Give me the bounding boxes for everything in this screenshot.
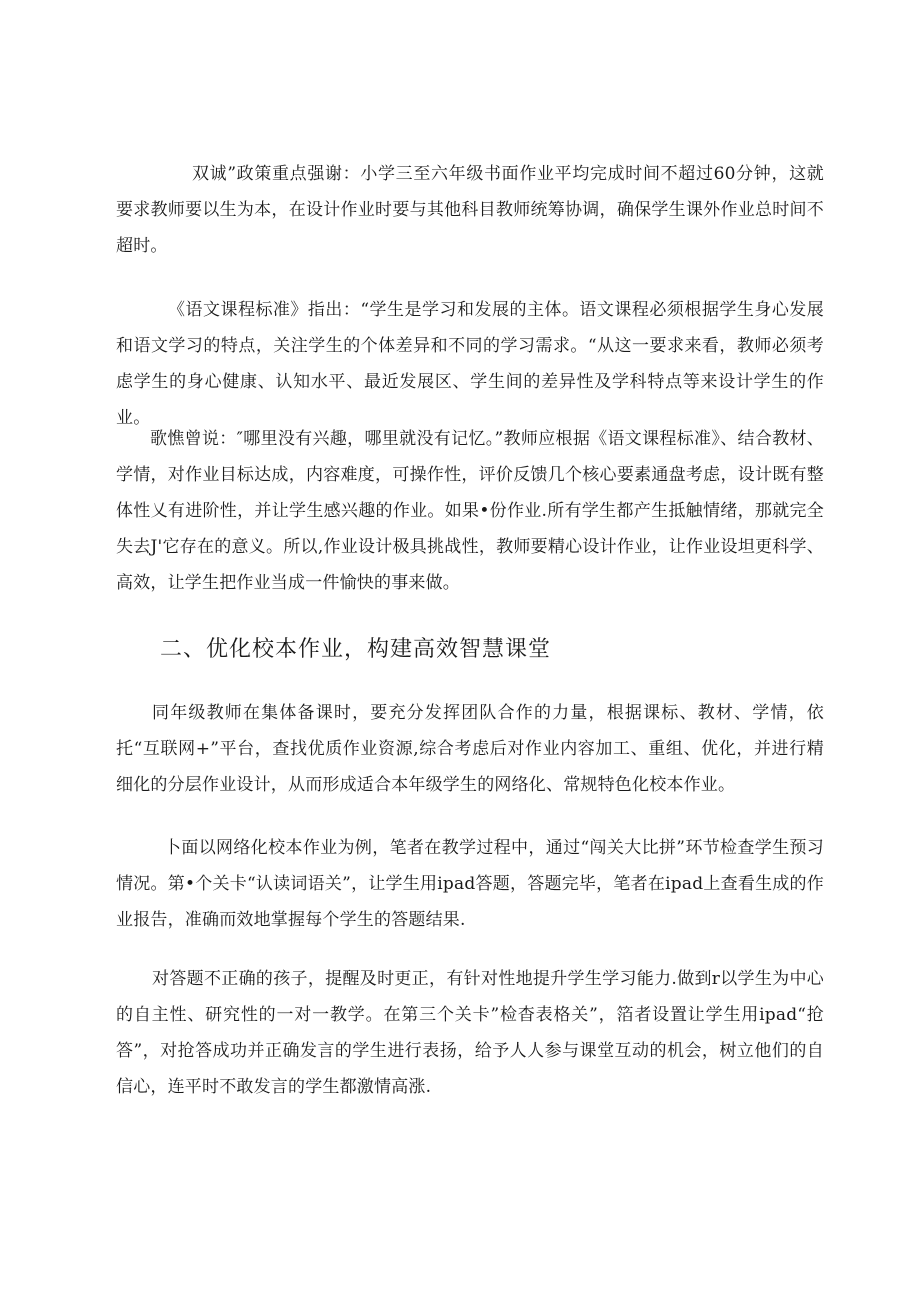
paragraph-curriculum-standard: 《语文课程标准》指出：“学生是学习和发展的主体。语文课程必须根据学生身心发展和语文学习的特点，关注学生的个体差异和不同的学习需求。“从这一要求来看，教师必须考虑学生的身心健康、认知水平、最近发展区、学生间的差异性及学科特点等来设计学生的作业。 [116,300,824,428]
paragraph-networked-homework: 卜面以网络化校本作业为例，笔者在教学过程中，通过“闯关大比拼”环节检查学生预习情况。第•个关卡“认读词语关”，让学生用ipad答题，答题完毕，笔者在ipad上查看生成的作业报告，准确而效地掌握每个学生的答题结果. [116,838,824,930]
paragraph-policy: 双诚”政策重点强谢：小学三至六年级书面作业平均完成时间不超过60分钟，这就要求教师要以生为本，在设计作业时要与其他科目教师统筹协调，确保学生课外作业总时间不超时。 [116,164,824,256]
section-heading: 二、优化校本作业，构建高效智慧课堂 [160,637,552,662]
paragraph-goethe-quote: 歌憔曾说：″哪里没有兴趣，哪里就没有记忆。”教师应根据《语文课程标准》、结合教材、学情，对作业目标达成，内容难度，可操作性，评价反馈几个核心要素通盘考虑，设计既有整体性乂有进阶性，并让学生感兴趣的作业。如果•份作业.所有学生都产生抵触情绪，那就完全失去J'它存在的意义。所以,作业设计极具挑战性，教师要精心设计作业，让作业设坦更科学、高效，让学生把作业当成一件愉快的事来做。 [116,429,824,593]
paragraph-feedback: 对答题不正确的孩子，提醒及时更正，有针对性地提升学生学习能力.做到r以学生为中心的自主性、研究性的一对一教学。在第三个关卡”检杳表格关”，箔者设置让学生用ipad“抢答”，对抢答成功并正确发言的学生进行表扬，给予人人参与课堂互动的机会，树立他们的自信心，连平时不敢发言的学生都激情高涨. [116,969,824,1097]
paragraph-collective-lesson-prep: 同年级教师在集体备课时，要充分发挥团队合作的力量，根据课标、教材、学情，依托“互联网+”平台，查找优质作业资源,综合考虑后对作业内容加工、重组、优化，并进行精细化的分层作业设计，从而形成适合本年级学生的网络化、常规特色化校本作业。 [116,703,824,795]
